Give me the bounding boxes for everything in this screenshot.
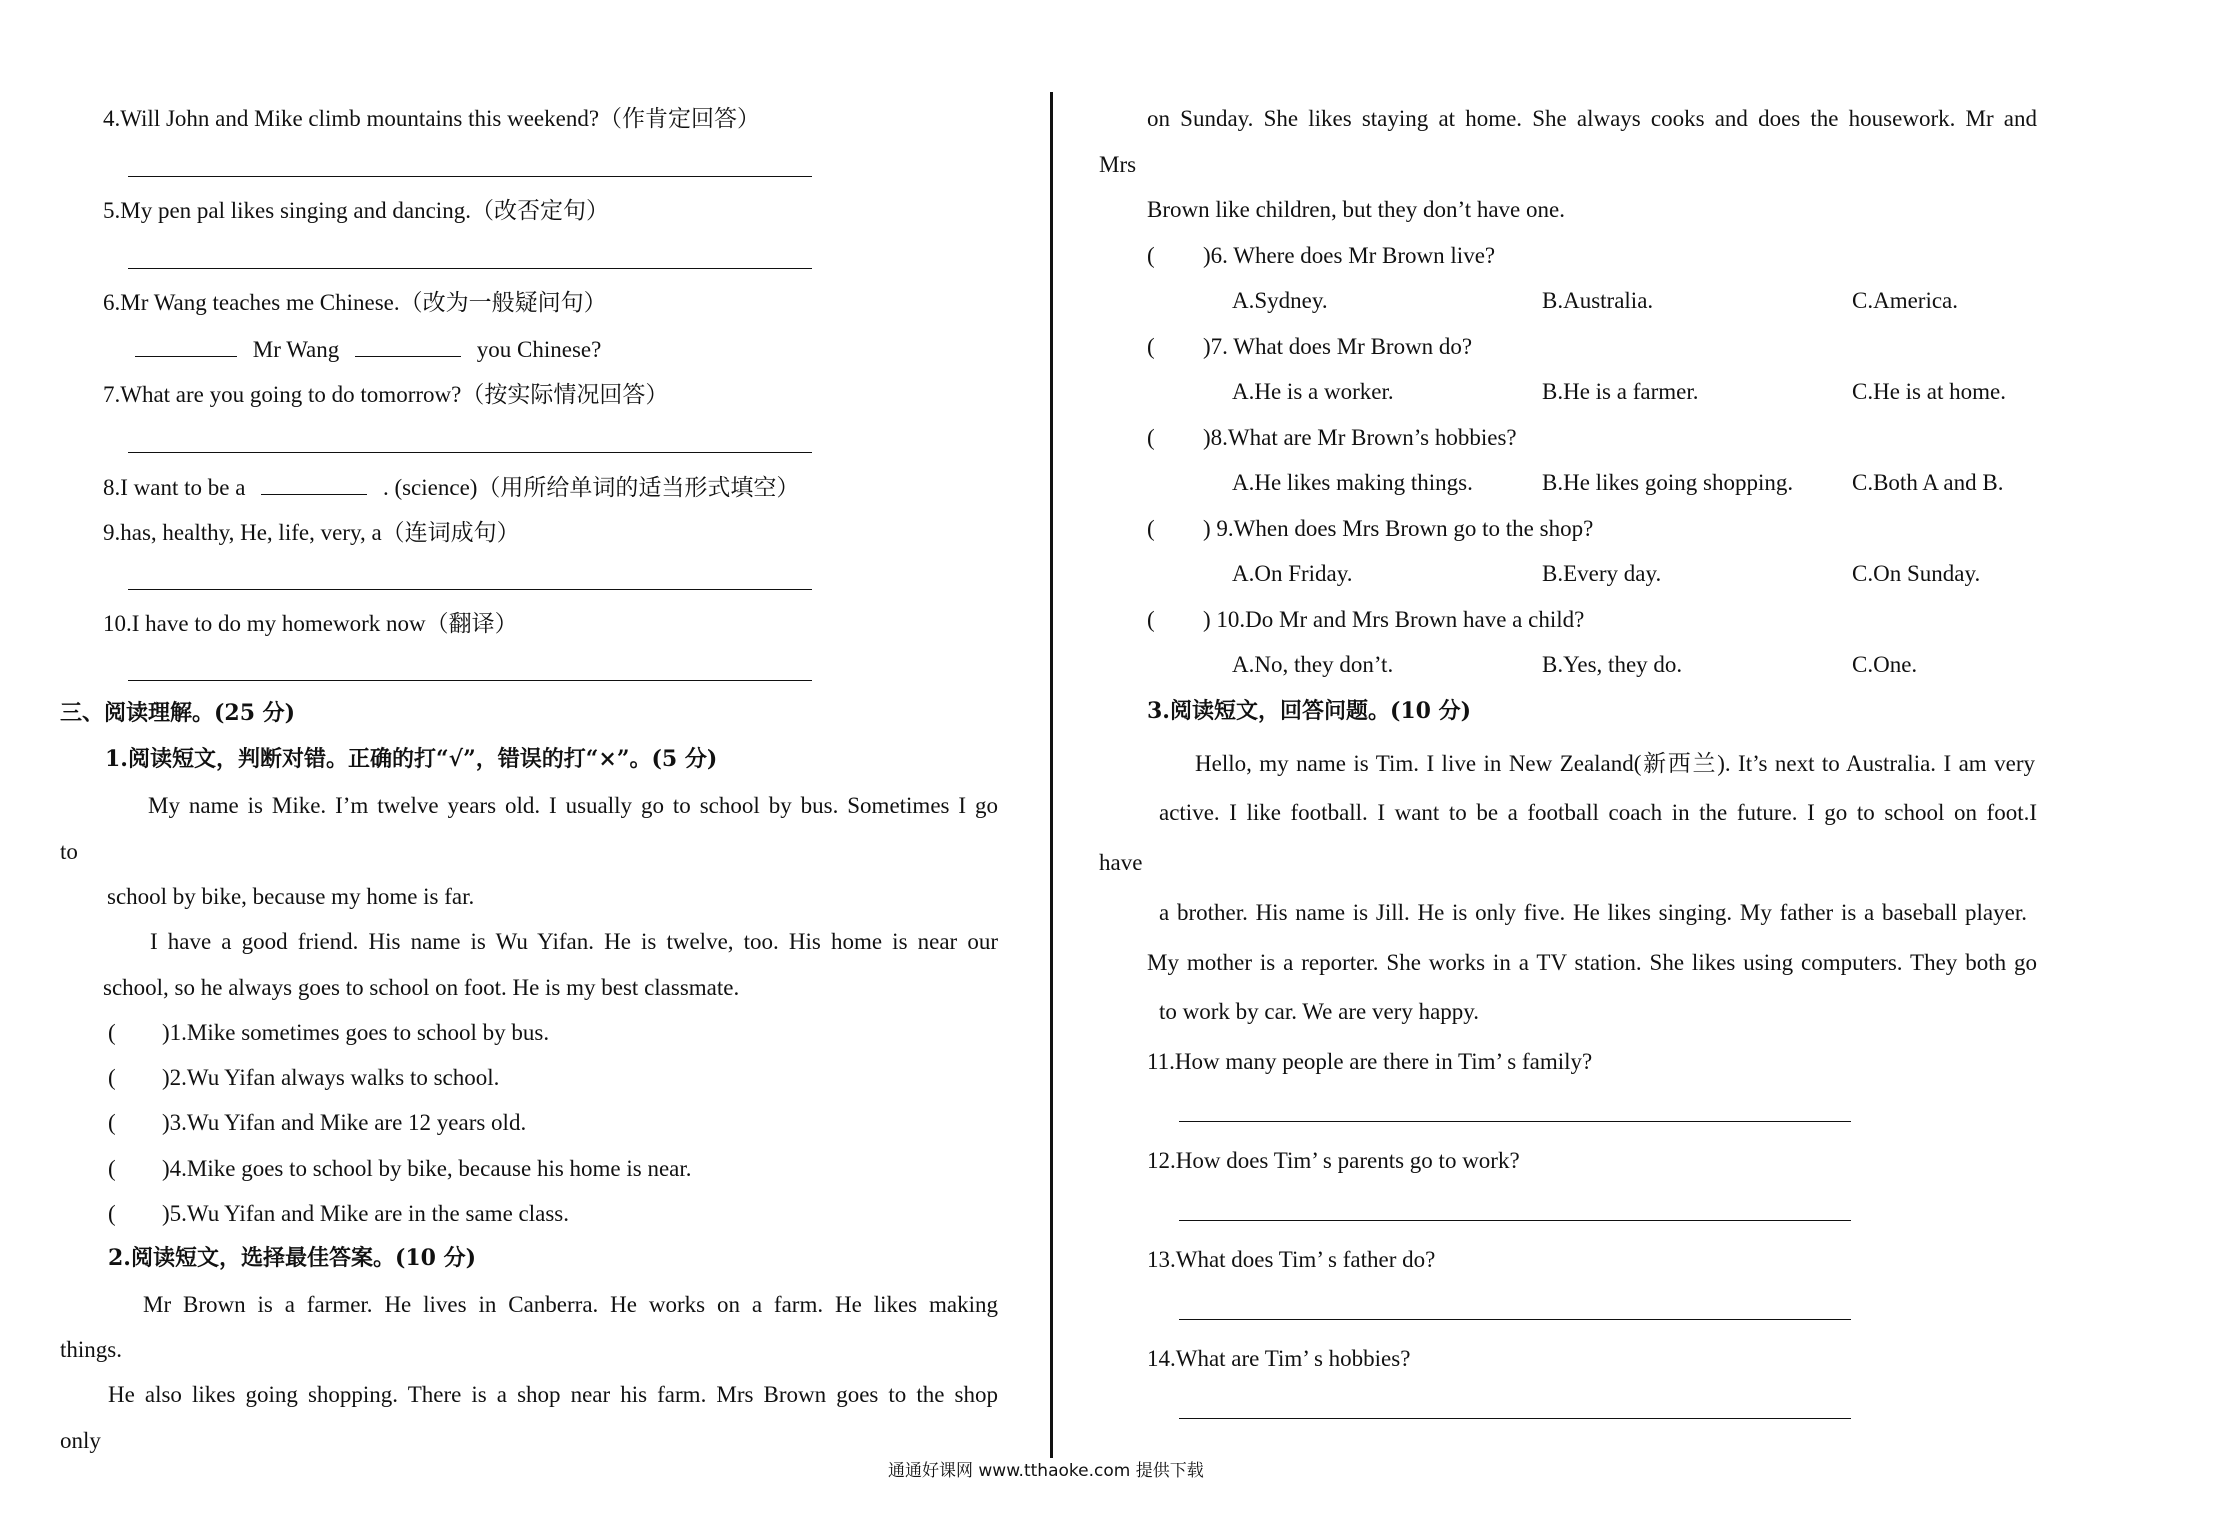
question-8 — [103, 474, 799, 501]
passage-1-line-5: school, so he always goes to school on foot. He is my best classmate. — [103, 975, 740, 1000]
mc-option-10b[interactable]: B.Yes, they do. — [1542, 652, 1683, 677]
question-11: 11.How many people are there in Tim’ s family? — [1147, 1049, 1593, 1074]
tf-item-4: )4.Mike goes to school by bike, because his home is near. — [162, 1156, 692, 1181]
question-14: 14.What are Tim’ s hobbies? — [1147, 1346, 1411, 1371]
passage-2-cont-line-3: Brown like children, but they don’t have one. — [1147, 197, 1565, 222]
question-6-fill-row — [135, 336, 601, 363]
mc-paren-7[interactable]: ( — [1147, 334, 1155, 359]
question-9: 9.has, healthy, He, life, very, a（连词成句） — [103, 520, 520, 545]
question-13: 13.What does Tim’ s father do? — [1147, 1247, 1436, 1272]
mc-option-8c[interactable]: C.Both A and B. — [1852, 470, 2004, 495]
question-10: 10.I have to do my homework now（翻译） — [103, 611, 518, 636]
passage-2-cont-line-1: on Sunday. She likes staying at home. She always cooks and does the housework. Mr and — [1147, 106, 2037, 131]
passage-2-line-3: He also likes going shopping. There is a shop near his farm. Mrs Brown goes to the shop — [108, 1382, 998, 1407]
tf-paren-3[interactable]: ( — [108, 1110, 116, 1135]
mc-question-6: )6. Where does Mr Brown live? — [1203, 243, 1496, 268]
answer-line-13[interactable] — [1179, 1319, 1851, 1320]
mc-question-9: ) 9.When does Mrs Brown go to the shop? — [1203, 516, 1594, 541]
tf-paren-1[interactable]: ( — [108, 1020, 116, 1045]
mc-question-7: )7. What does Mr Brown do? — [1203, 334, 1473, 359]
mc-paren-6[interactable]: ( — [1147, 243, 1155, 268]
answer-line-4[interactable] — [128, 176, 812, 177]
tf-item-3: )3.Wu Yifan and Mike are 12 years old. — [162, 1110, 527, 1135]
section-3-heading: 三、阅读理解。(25 分) — [60, 700, 296, 726]
mc-paren-8[interactable]: ( — [1147, 425, 1155, 450]
answer-line-7[interactable] — [128, 452, 812, 453]
passage-2-line-1: Mr Brown is a farmer. He lives in Canberra. He works on a farm. He likes making — [143, 1292, 998, 1317]
mc-option-9b[interactable]: B.Every day. — [1542, 561, 1662, 586]
mc-option-8a[interactable]: A.He likes making things. — [1232, 470, 1473, 495]
passage-3-line-1: Hello, my name is Tim. I live in New Zealand(新西兰). It’s next to Australia. I am very — [1195, 751, 2035, 776]
question-4: 4.Will John and Mike climb mountains this weekend?（作肯定回答） — [103, 106, 761, 131]
question-6: 6.Mr Wang teaches me Chinese.（改为一般疑问句） — [103, 290, 607, 315]
mc-option-10a[interactable]: A.No, they don’t. — [1232, 652, 1394, 677]
question-8-post: . (science)（用所给单词的适当形式填空） — [382, 475, 800, 500]
fill-blank-6a[interactable] — [135, 336, 237, 357]
mc-option-6a[interactable]: A.Sydney. — [1232, 288, 1328, 313]
passage-1-line-3: school by bike, because my home is far. — [107, 884, 475, 909]
answer-line-12[interactable] — [1179, 1220, 1851, 1221]
part-3-title: 3.阅读短文，回答问题。(10 分) — [1147, 698, 1472, 724]
passage-3-line-3: have — [1099, 850, 1143, 875]
question-6-end: you Chinese? — [476, 337, 602, 362]
answer-line-9[interactable] — [128, 589, 812, 590]
answer-line-5[interactable] — [128, 268, 812, 269]
mc-option-8b[interactable]: B.He likes going shopping. — [1542, 470, 1794, 495]
mc-question-8: )8.What are Mr Brown’s hobbies? — [1203, 425, 1517, 450]
mc-option-7b[interactable]: B.He is a farmer. — [1542, 379, 1699, 404]
passage-2-line-4: only — [60, 1428, 101, 1453]
footer-credit: 通通好课网 www.tthaoke.com 提供下载 — [888, 1461, 1204, 1481]
passage-1-line-4: I have a good friend. His name is Wu Yifan. He is twelve, too. His home is near our — [150, 929, 998, 954]
passage-3-line-4: a brother. His name is Jill. He is only five. He likes singing. My father is a baseball player. — [1159, 900, 2027, 925]
fill-blank-8[interactable] — [261, 474, 367, 495]
answer-line-10[interactable] — [128, 680, 812, 681]
mc-option-6b[interactable]: B.Australia. — [1542, 288, 1654, 313]
question-8-pre: 8.I want to be a — [103, 475, 246, 500]
answer-line-14[interactable] — [1179, 1418, 1851, 1419]
mc-question-10: ) 10.Do Mr and Mrs Brown have a child? — [1203, 607, 1585, 632]
mc-option-7a[interactable]: A.He is a worker. — [1232, 379, 1394, 404]
answer-line-11[interactable] — [1179, 1121, 1851, 1122]
mc-option-9a[interactable]: A.On Friday. — [1232, 561, 1353, 586]
tf-paren-4[interactable]: ( — [108, 1156, 116, 1181]
mc-option-9c[interactable]: C.On Sunday. — [1852, 561, 1981, 586]
tf-item-2: )2.Wu Yifan always walks to school. — [162, 1065, 500, 1090]
tf-paren-2[interactable]: ( — [108, 1065, 116, 1090]
question-12: 12.How does Tim’ s parents go to work? — [1147, 1148, 1520, 1173]
passage-3-line-6: to work by car. We are very happy. — [1159, 999, 1480, 1024]
mc-paren-10[interactable]: ( — [1147, 607, 1155, 632]
passage-1-line-2: to — [60, 839, 78, 864]
fill-blank-6b[interactable] — [355, 336, 461, 357]
passage-2-cont-line-2: Mrs — [1099, 152, 1137, 177]
mc-paren-9[interactable]: ( — [1147, 516, 1155, 541]
part-1-title: 1.阅读短文，判断对错。正确的打“√”，错误的打“×”。(5 分) — [105, 746, 718, 772]
mc-option-10c[interactable]: C.One. — [1852, 652, 1918, 677]
question-5: 5.My pen pal likes singing and dancing.（改否定句） — [103, 198, 609, 223]
passage-2-line-2: things. — [60, 1337, 122, 1362]
tf-paren-5[interactable]: ( — [108, 1201, 116, 1226]
passage-3-line-5: My mother is a reporter. She works in a TV station. She likes using computers. They both go — [1147, 950, 2037, 975]
part-2-title: 2.阅读短文，选择最佳答案。(10 分) — [108, 1245, 477, 1271]
column-divider — [1050, 92, 1053, 1458]
question-6-mid: Mr Wang — [252, 337, 340, 362]
passage-1-line-1: My name is Mike. I’m twelve years old. I usually go to school by bus. Sometimes I go — [148, 793, 998, 818]
tf-item-5: )5.Wu Yifan and Mike are in the same class. — [162, 1201, 569, 1226]
mc-option-6c[interactable]: C.America. — [1852, 288, 1959, 313]
mc-option-7c[interactable]: C.He is at home. — [1852, 379, 2006, 404]
passage-3-line-2: active. I like football. I want to be a football coach in the future. I go to school on foot.I — [1159, 800, 2037, 825]
question-7: 7.What are you going to do tomorrow?（按实际情况回答） — [103, 382, 669, 407]
tf-item-1: )1.Mike sometimes goes to school by bus. — [162, 1020, 550, 1045]
